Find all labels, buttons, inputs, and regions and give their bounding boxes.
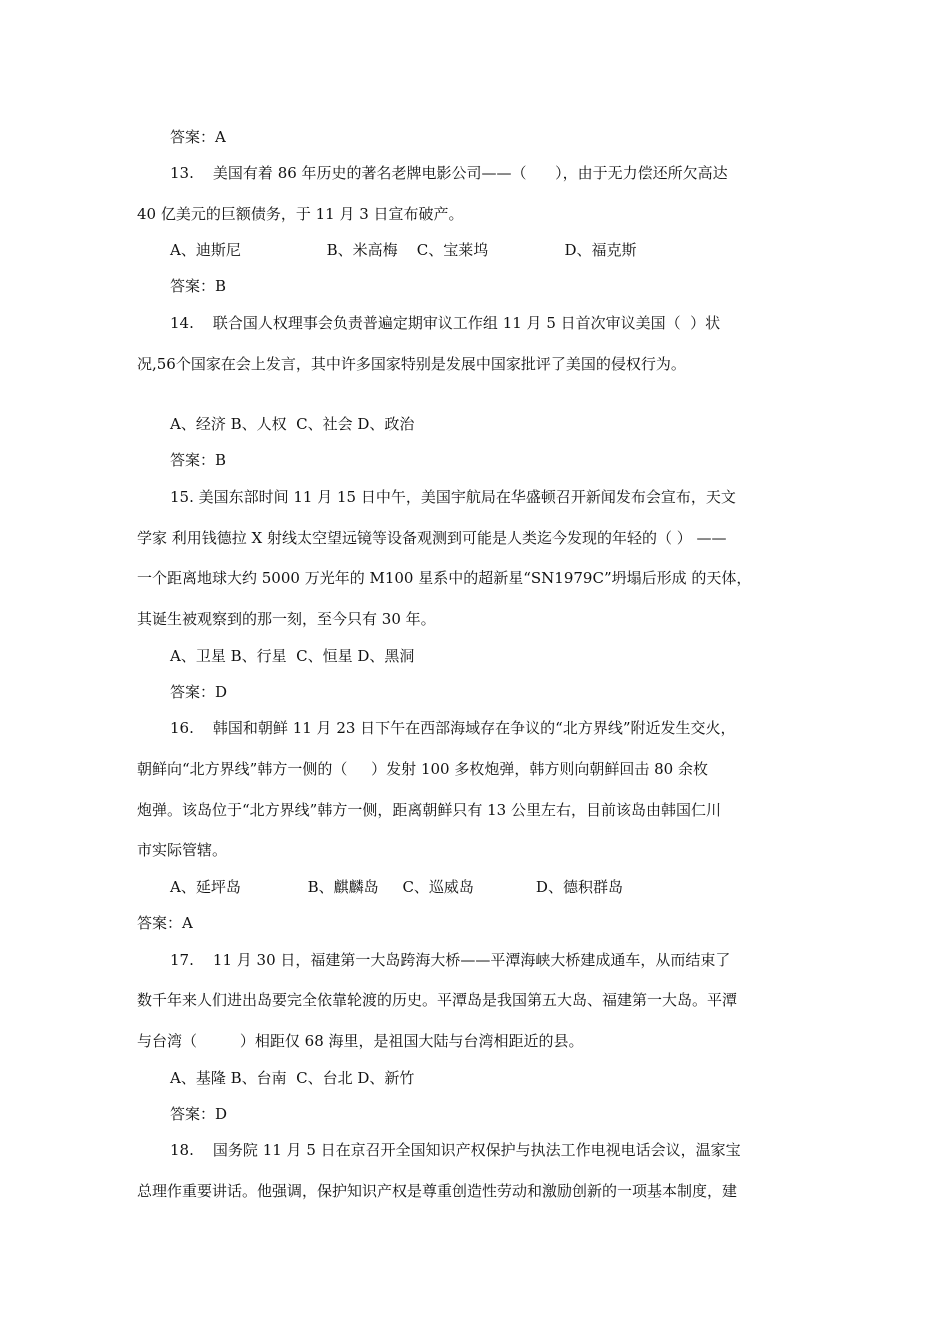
question-18: 18. 国务院 11 月 5 日在京召开全国知识产权保护与执法工作电视电话会议，温家宝 — [170, 1141, 741, 1159]
answer-line: 答案：A — [137, 914, 193, 932]
answer-line: 答案：B — [170, 451, 227, 469]
question-text: 炮弹。该岛位于“北方界线”韩方一侧，距离朝鲜只有 13 公里左右，目前该岛由韩国仁川 — [137, 801, 721, 819]
answer-line: 答案：D — [170, 1105, 228, 1123]
question-16: 16. 韩国和朝鲜 11 月 23 日下午在西部海域存在争议的“北方界线”附近发生交火， — [170, 719, 736, 737]
options-line: A、迪斯尼 B、米高梅 C、宝莱坞 D、福克斯 — [170, 241, 637, 259]
question-text: 与台湾（ ）相距仅 68 海里，是祖国大陆与台湾相距近的县。 — [137, 1032, 584, 1050]
question-text: 市实际管辖。 — [137, 841, 228, 859]
answer-line: 答案：A — [170, 128, 226, 146]
question-17: 17. 11 月 30 日，福建第一大岛跨海大桥——平潭海峡大桥建成通车，从而结束了 — [170, 951, 731, 969]
options-line: A、延坪岛 B、麒麟岛 C、巡威岛 D、德积群岛 — [170, 878, 623, 896]
question-text: 况,56个国家在会上发言，其中许多国家特别是发展中国家批评了美国的侵权行为。 — [137, 355, 686, 373]
answer-line: 答案：D — [170, 683, 228, 701]
question-text: 一个距离地球大约 5000 万光年的 M100 星系中的超新星“SN1979C”坍塌后形成 的天体， — [137, 569, 752, 587]
question-text: 数千年来人们进出岛要完全依靠轮渡的历史。平潭岛是我国第五大岛、福建第一大岛。平潭 — [137, 991, 738, 1009]
question-14: 14. 联合国人权理事会负责普遍定期审议工作组 11 月 5 日首次审议美国（ ）状 — [170, 314, 721, 332]
question-text: 40 亿美元的巨额债务，于 11 月 3 日宣布破产。 — [137, 205, 464, 223]
options-line: A、基隆 B、台南 C、台北 D、新竹 — [170, 1069, 415, 1087]
question-text: 其诞生被观察到的那一刻，至今只有 30 年。 — [137, 610, 436, 628]
question-13: 13. 美国有着 86 年历史的著名老牌电影公司——（ ），由于无力偿还所欠高达 — [170, 164, 728, 182]
question-text: 学家 利用钱德拉 X 射线太空望远镜等设备观测到可能是人类迄今发现的年轻的（ ） —— — [137, 529, 727, 547]
question-text: 总理作重要讲话。他强调，保护知识产权是尊重创造性劳动和激励创新的一项基本制度，建 — [137, 1182, 738, 1200]
question-15: 15. 美国东部时间 11 月 15 日中午，美国宇航局在华盛顿召开新闻发布会宣布，天文 — [170, 488, 736, 506]
options-line: A、卫星 B、行星 C、恒星 D、黑洞 — [170, 647, 415, 665]
question-text: 朝鲜向“北方界线”韩方一侧的（ ）发射 100 多枚炮弹，韩方则向朝鲜回击 80 余枚 — [137, 760, 708, 778]
answer-line: 答案：B — [170, 277, 227, 295]
options-line: A、经济 B、人权 C、社会 D、政治 — [170, 415, 415, 433]
